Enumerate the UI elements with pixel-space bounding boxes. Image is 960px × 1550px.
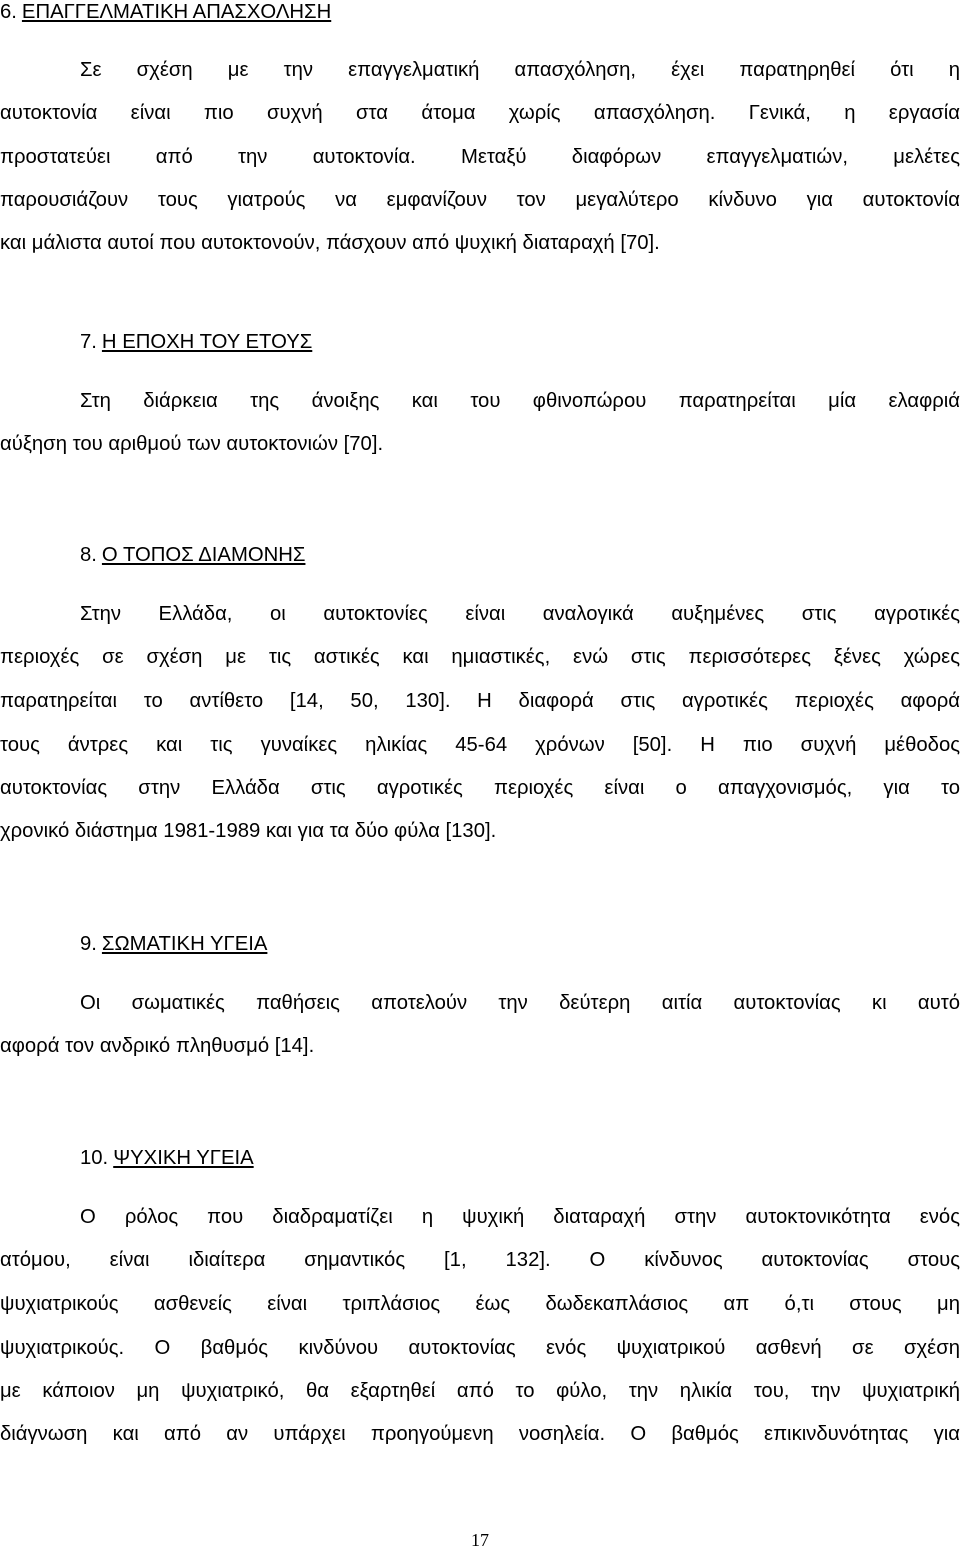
paragraph-line: Οι σωματικές παθήσεις αποτελούν την δεύτερη αιτία αυτοκτονίας κι αυτό — [80, 992, 960, 1014]
paragraph-line: χρονικό διάστημα 1981-1989 και για τα δύο φύλα [130]. — [0, 820, 497, 842]
paragraph-line: Στη διάρκεια της άνοιξης και του φθινοπώρου παρατηρείται μία ελαφριά — [80, 390, 960, 412]
paragraph-line: ψυχιατρικούς ασθενείς είναι τριπλάσιος έως δωδεκαπλάσιος απ ό,τι στους μη — [0, 1293, 960, 1315]
paragraph-line: ατόμου, είναι ιδιαίτερα σημαντικός [1, 132]. Ο κίνδυνος αυτοκτονίας στους — [0, 1249, 960, 1271]
section-title: Ο ΤΟΠΟΣ ΔΙΑΜΟΝΗΣ — [101, 544, 306, 566]
section-number: 10. — [80, 1147, 109, 1169]
section-title: ΣΩΜΑΤΙΚΗ ΥΓΕΙΑ — [101, 933, 268, 955]
paragraph-line: αυτοκτονίας στην Ελλάδα στις αγροτικές περιοχές είναι ο απαγχονισμός, για το — [0, 777, 960, 799]
section-number: 6. — [0, 1, 17, 23]
section-title: Η ΕΠΟΧΗ ΤΟΥ ΕΤΟΥΣ — [101, 331, 313, 353]
paragraph-line: παρατηρείται το αντίθετο [14, 50, 130]. Η διαφορά στις αγροτικές περιοχές αφορά — [0, 690, 960, 712]
section-number: 8. — [80, 544, 97, 566]
section-10-heading — [80, 1146, 960, 1170]
paragraph-line: Σε σχέση με την επαγγελματική απασχόληση, έχει παρατηρηθεί ότι η — [80, 59, 960, 81]
paragraph-line: με κάποιον μη ψυχιατρικό, θα εξαρτηθεί από το φύλο, την ηλικία του, την ψυχιατρική — [0, 1380, 960, 1402]
section-number: 7. — [80, 331, 97, 353]
paragraph-line: αυτοκτονία είναι πιο συχνή στα άτομα χωρίς απασχόληση. Γενικά, η εργασία — [0, 102, 960, 124]
paragraph-line: διάγνωση και από αν υπάρχει προηγούμενη νοσηλεία. Ο βαθμός επικινδυνότητας για — [0, 1423, 960, 1445]
section-9-heading — [80, 932, 960, 956]
section-title: ΕΠΑΓΓΕΛΜΑΤΙΚΗ ΑΠΑΣΧΟΛΗΣΗ — [21, 1, 332, 23]
paragraph-line: τους άντρες και τις γυναίκες ηλικίας 45-64 χρόνων [50]. Η πιο συχνή μέθοδος — [0, 734, 960, 756]
paragraph-line: ψυχιατρικούς. Ο βαθμός κινδύνου αυτοκτονίας ενός ψυχιατρικού ασθενή σε σχέση — [0, 1337, 960, 1359]
paragraph-line: Ο ρόλος που διαδραματίζει η ψυχική διαταραχή στην αυτοκτονικότητα ενός — [80, 1206, 960, 1228]
paragraph-line: παρουσιάζουν τους γιατρούς να εμφανίζουν τον μεγαλύτερο κίνδυνο για αυτοκτονία — [0, 189, 960, 211]
section-8-heading — [80, 543, 960, 567]
paragraph-line: περιοχές σε σχέση με τις αστικές και ημιαστικές, ενώ στις περισσότερες ξένες χώρες — [0, 646, 960, 668]
section-7-heading — [80, 330, 960, 354]
section-number: 9. — [80, 933, 97, 955]
paragraph-line: αφορά τον ανδρικό πληθυσμό [14]. — [0, 1035, 315, 1057]
paragraph-line: και μάλιστα αυτοί που αυτοκτονούν, πάσχουν από ψυχική διαταραχή [70]. — [0, 232, 660, 254]
page-number: 17 — [471, 1530, 489, 1550]
section-title: ΨΥΧΙΚΗ ΥΓΕΙΑ — [113, 1147, 254, 1169]
paragraph-line: προστατεύει από την αυτοκτονία. Μεταξύ διαφόρων επαγγελματιών, μελέτες — [0, 146, 960, 168]
section-6-heading — [0, 0, 960, 24]
paragraph-line: Στην Ελλάδα, οι αυτοκτονίες είναι αναλογικά αυξημένες στις αγροτικές — [80, 603, 960, 625]
paragraph-line: αύξηση του αριθμού των αυτοκτονιών [70]. — [0, 433, 384, 455]
